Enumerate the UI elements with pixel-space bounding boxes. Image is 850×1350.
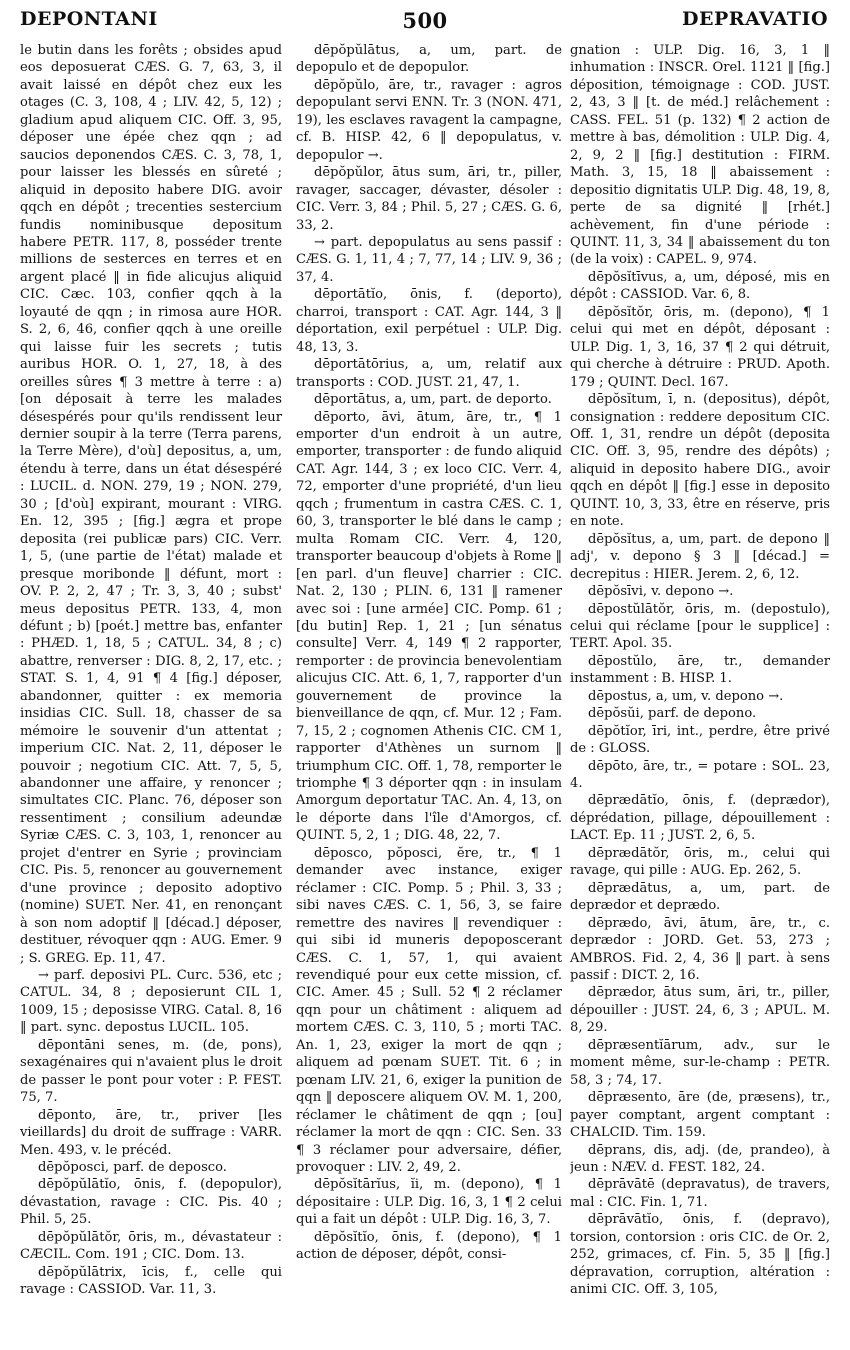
dictionary-entry: dēponto, āre, tr., priver [les vieillards] du droit de suffrage : VARR. Men. 493, v. le précéd. — [20, 1107, 282, 1158]
dictionary-entry: dēportātus, a, um, part. de deporto. — [314, 392, 552, 408]
dictionary-entry: dēprædātus, a, um, part. de deprædor et deprædo. — [570, 880, 830, 914]
dictionary-entry: dēprans, dis, adj. (de, prandeo), à jeun : NÆV. d. FEST. 182, 24. — [570, 1142, 830, 1175]
dictionary-entry: dēpŏsĭtŏr, ōris, m. (depono), ¶ 1 celui qui met en dépôt, déposant : ULP. Dig. 1, 3, 16, 37 ¶ 2 qui détruit, qui cherche à détruire : PRUD. Apoth. 179 ; QUINT. Decl. 167. — [570, 304, 830, 390]
dictionary-entry: dēporto, āvi, ātum, āre, tr., ¶ 1 emporter d'un endroit à un autre, emporter, transporter : de fundo aliquid CAT. Agr. 144, 3 ; ex loco CIC. Verr. 4, 72, emporter d'une propriété, d'un lieu qqch ; frumentum in castra CÆS. C. 1, 60, 3, transporter le blé dans le camp ; multa Romam CIC. Verr. 4, 120, transporter beaucoup d'objets à Rome ‖ [en parl. d'un fleuve] charrier : CIC. Nat. 2, 130 ; PLIN. 6, 131 ‖ ramener avec soi : [une armée] CIC. Pomp. 61 ; [du butin] Rep. 1, 21 ; [un sénatus consulte] Verr. 4, 149 ¶ 2 rapporter, remporter : de provincia benevolentiam alicujus CIC. Att. 6, 1, 7, rapporter d'un gouvernement de province la bienveillance de qqn, cf. Mur. 12 ; Fam. 7, 15, 2 ; cognomen Athenis CIC. CM 1, rapporter d'Athènes un surnom ‖ triumphum CIC. Off. 1, 78, remporter le triomphe ¶ 3 déporter qqn : in insulam Amorgum deportatur TAC. An. 4, 13, on le déporte dans l'île d'Amorgos, cf. QUINT. 5, 2, 1 ; DIG. 48, 22, 7. — [296, 409, 562, 844]
dictionary-entry: le butin dans les forêts ; obsides apud eos deposuerat CÆS. G. 7, 63, 3, il avait laissé en dépôt chez eux les otages (C. 3, 108, 4 ; LIV. 42, 5, 12) ; gladium apud aliquem CIC. Off. 3, 95, déposer une épée chez qqn ; ad saucios deponendos CÆS. C. 3, 78, 1, pour laisser les blessés en sûreté ; aliquid in deposito habere DIG. avoir qqch en dépôt ; trecenties sestercium fundis nominibusque depositum habere PETR. 117, 8, posséder trente millions de sesterces en terres et en argent placé ‖ in fide alicujus aliquid CIC. Cæc. 103, confier qqch à la loyauté de qqn ; in rimosa aure HOR. S. 2, 6, 46, confier qqch à une oreille qui laisse fuir les secrets ; tutis auribus HOR. O. 1, 27, 18, à des oreilles sûres ¶ 3 mettre à terre : a) [on déposait à terre les malades désespérés pour qu'ils rendissent leur dernier soupir à la terre (Terra parens, la Terre Mère), d'où] depositus, a, um, étendu à terre, dans un état désespéré : LUCIL. d. NON. 279, 19 ; NON. 279, 30 ; [d'où] expirant, mourant : VIRG. En. 12, 395 ; [fig.] ægra et prope deposita (rei publicæ pars) CIC. Verr. 1, 5, (une partie de l'état) malade et presque moribonde ‖ défunt, mort : OV. P. 2, 2, 47 ; Tr. 3, 3, 40 ; subst' meus depositus PETR. 133, 4, mon défunt ; b) [poét.] mettre bas, enfanter : PHÆD. 1, 18, 5 ; CATUL. 34, 8 ; c) abattre, renverser : DIG. 8, 2, 17, etc. ; STAT. S. 1, 4, 91 ¶ 4 [fig.] déposer, abandonner, quitter : ex memoria insidias CIC. Sull. 18, chasser de sa mémoire le souvenir d'un attentat ; imperium CIC. Nat. 2, 11, déposer le pouvoir ; negotium CIC. Att. 7, 5, 5, abandonner une affaire, y renoncer ; simultates CIC. Planc. 76, déposer son ressentiment ; consilium adeundæ Syriæ CÆS. C. 3, 103, 1, renoncer au projet d'entrer en Syrie ; provinciam CIC. Pis. 5, renoncer au gouvernement d'une province ; deposito adoptivo (nomine) SUET. Ner. 41, en renonçant à son nom adoptif ‖ [décad.] déposer, destituer, révoquer qqn : AUG. Emer. 9 ; S. GREG. Ep. 11, 47. — [20, 43, 282, 966]
dictionary-entry: dēprāvātē (depravatus), de travers, mal : CIC. Fin. 1, 71. — [570, 1177, 830, 1210]
dictionary-entry: dēpŏpŭlātus, a, um, part. de depopulo et de depopulor. — [296, 43, 562, 76]
dictionary-entry: dēprædātŏr, ōris, m., celui qui ravage, qui pille : AUG. Ep. 262, 5. — [570, 845, 830, 879]
column-right — [570, 42, 830, 1342]
column-middle — [296, 42, 562, 1342]
page-header — [0, 8, 850, 38]
dictionary-entry: dēpŏpŭlo, āre, tr., ravager : agros depopulant servi ENN. Tr. 3 (NON. 471, 19), les esclaves ravagent la campagne, cf. B. HISP. 42, 6 ‖ depopulatus, v. depopulor →. — [296, 77, 562, 163]
dictionary-entry: dēpontāni senes, m. (de, pons), sexagénaires qui n'avaient plus le droit de passer le pont pour voter : P. FEST. 75, 7. — [20, 1037, 282, 1106]
dictionary-entry: dēpostus, a, um, v. depono →. — [588, 688, 784, 704]
dictionary-entry: dēpŏpŭlātĭo, ōnis, f. (depopulor), dévastation, ravage : CIC. Pis. 40 ; Phil. 5, 25. — [20, 1177, 282, 1228]
dictionary-entry: dēprāvātĭo, ōnis, f. (depravo), torsion, contorsion : oris CIC. de Or. 2, 252, grimaces, cf. Fin. 5, 35 ‖ [fig.] dépravation, corruption, altération : animi CIC. Off. 3, 105, — [570, 1212, 830, 1298]
header-right-guideword: DEPRAVATIO — [682, 8, 828, 30]
dictionary-entry: dēprædo, āvi, ātum, āre, tr., c. deprædor : JORD. Get. 53, 273 ; AMBROS. Fid. 2, 4, 36 ‖ part. à sens passif : DICT. 2, 16. — [570, 915, 830, 984]
dictionary-entry: gnation : ULP. Dig. 16, 3, 1 ‖ inhumation : INSCR. Orel. 1121 ‖ [fig.] déposition, témoignage : COD. JUST. 2, 43, 3 ‖ [t. de méd.] relâchement : CASS. FEL. 51 (p. 132) ¶ 2 action de mettre à bas, démolition : ULP. Dig. 4, 2, 9, 2 ‖ [fig.] destitution : FIRM. Math. 3, 15, 18 ‖ abaissement : depositio dignitatis ULP. Dig. 48, 19, 8, perte de sa dignité ‖ [rhét.] achèvement, fin d'une période : QUINT. 11, 3, 34 ‖ abaissement du ton (de la voix) : CAPEL. 9, 974. — [570, 43, 830, 268]
dictionary-entry: dēpŏsĭtārĭus, ĭi, m. (depono), ¶ 1 dépositaire : ULP. Dig. 16, 3, 1 ¶ 2 celui qui a fait un dépôt : ULP. Dig. 16, 3, 7. — [296, 1177, 562, 1228]
page-number: 500 — [402, 8, 448, 33]
dictionary-entry: dēpŏposci, parf. de deposco. — [38, 1160, 227, 1175]
dictionary-entry: dēpostŭlo, āre, tr., demander instamment : B. HISP. 1. — [570, 653, 830, 687]
dictionary-entry: dēpŏtĭor, īri, int., perdre, être privé de : GLOSS. — [570, 723, 830, 757]
dictionary-entry: dēpŏpŭlātŏr, ōris, m., dévastateur : CÆCIL. Com. 191 ; CIC. Dom. 13. — [20, 1229, 282, 1263]
dictionary-entry: dēpŏsĭtus, a, um, part. de depono ‖ adj', v. depono § 3 ‖ [décad.] = decrepitus : HIER. Jerem. 2, 6, 12. — [570, 531, 830, 582]
dictionary-entry: dēpræsento, āre (de, præsens), tr., payer comptant, argent comptant : CHALCID. Tim. 159. — [570, 1090, 830, 1141]
dictionary-entry: dēpŏsīvi, v. depono →. — [588, 584, 734, 600]
dictionary-entry: dēpŏsŭi, parf. de depono. — [588, 706, 757, 722]
dictionary-entry: dēposco, pŏposci, ĕre, tr., ¶ 1 demander avec instance, exiger réclamer : CIC. Pomp. 5 ; Phil. 3, 33 ; sibi naves CÆS. C. 1, 56, 3, se faire remettre des navires ‖ revendiquer : qui sibi id muneris depoposcerant CÆS. C. 1, 57, 1, qui avaient revendiqué pour eux cette mission, cf. CIC. Amer. 45 ; Sull. 52 ¶ 2 réclamer qqn pour un châtiment : aliquem ad mortem CÆS. C. 3, 110, 5 ; morti TAC. An. 1, 23, exiger la mort de qqn ; aliquem ad pœnam SUET. Tit. 6 ; in pœnam LIV. 21, 6, exiger la punition de qqn ‖ deposcere aliquem OV. M. 1, 200, réclamer le châtiment de qqn ; [ou] réclamer la mort de qqn : CIC. Sen. 33 ¶ 3 réclamer pour adversaire, défier, provoquer : LIV. 2, 49, 2. — [296, 845, 562, 1175]
header-left-guideword: DEPONTANI — [20, 8, 158, 30]
dictionary-entry: dēportātĭo, ōnis, f. (deporto), charroi, transport : CAT. Agr. 144, 3 ‖ déportation, exil perpétuel : ULP. Dig. 48, 13, 3. — [296, 287, 562, 355]
dictionary-entry: dēpŏsĭtum, ī, n. (depositus), dépôt, consignation : reddere depositum CIC. Off. 1, 31, rendre un dépôt (deposita CIC. Off. 3, 95, rendre des dépôts) ; aliquid in deposito habere DIG., avoir qqch en dépôt ‖ [fig.] esse in deposito QUINT. 10, 3, 33, être en réserve, pris en note. — [570, 392, 830, 530]
dictionary-entry: dēpostŭlātŏr, ōris, m. (depostulo), celui qui réclame [pour le supplice] : TERT. Apol. 35. — [570, 601, 830, 652]
dictionary-entry: dēpræsentĭārum, adv., sur le moment même, sur-le-champ : PETR. 58, 3 ; 74, 17. — [570, 1037, 830, 1088]
dictionary-entry: dēportātōrius, a, um, relatif aux transports : COD. JUST. 21, 47, 1. — [296, 357, 562, 390]
column-left — [20, 42, 282, 1342]
dictionary-entry: dēpŏsĭtīvus, a, um, déposé, mis en dépôt : CASSIOD. Var. 6, 8. — [570, 269, 830, 303]
dictionary-entry: dēpŏsĭtĭo, ōnis, f. (depono), ¶ 1 action de déposer, dépôt, consi- — [296, 1229, 562, 1263]
dictionary-entry: dēpōto, āre, tr., = potare : SOL. 23, 4. — [570, 758, 830, 792]
dictionary-entry: dēpŏpŭlātrix, īcis, f., celle qui ravage : CASSIOD. Var. 11, 3. — [20, 1264, 282, 1298]
dictionary-entry: → parf. deposivi PL. Curc. 536, etc ; CATUL. 34, 8 ; deposierunt CIL 1, 1009, 15 ; deposisse VIRG. Catal. 8, 16 ‖ part. sync. depostus LUCIL. 105. — [20, 968, 282, 1036]
dictionary-entry: dēprædātĭo, ōnis, f. (deprædor), déprédation, pillage, dépouillement : LACT. Ep. 11 ; JUST. 2, 6, 5. — [570, 793, 830, 844]
dictionary-entry: → part. depopulatus au sens passif : CÆS. G. 1, 11, 4 ; 7, 77, 14 ; LIV. 9, 36 ; 37, 4. — [296, 234, 562, 285]
dictionary-entry: dēprædor, ātus sum, āri, tr., piller, dépouiller : JUST. 24, 6, 3 ; APUL. M. 8, 29. — [570, 985, 830, 1036]
dictionary-entry: dēpŏpŭlor, ātus sum, āri, tr., piller, ravager, saccager, dévaster, désoler : CIC. Verr. 3, 84 ; Phil. 5, 27 ; CÆS. G. 6, 33, 2. — [296, 165, 562, 233]
